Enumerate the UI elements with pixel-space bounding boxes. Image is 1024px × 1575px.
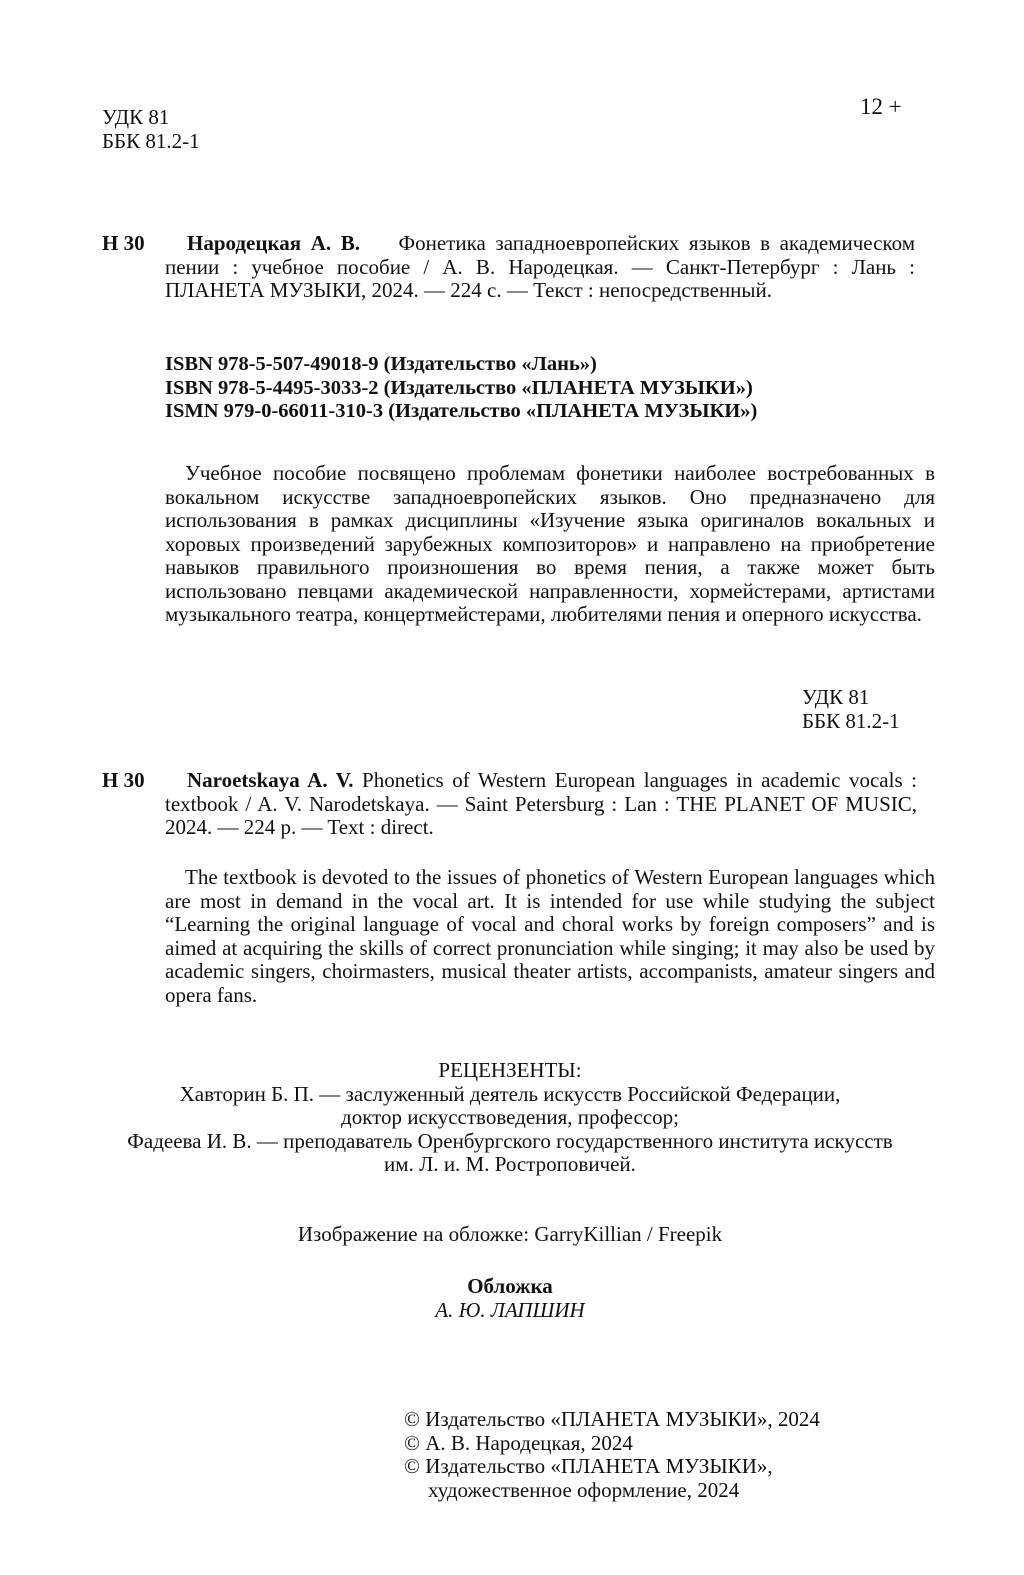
bbk-code: ББК 81.2-1 <box>102 128 200 153</box>
reviewers-heading: РЕЦЕНЗЕНТЫ: <box>438 1058 582 1082</box>
isbn-lan: ISBN 978-5-507-49018-9 (Издательство «Лань») <box>165 353 597 375</box>
isbn-block <box>165 353 925 424</box>
ismn-planet: ISMN 979-0-66011-310-3 (Издательство «ПЛАНЕТА МУЗЫКИ») <box>165 400 758 422</box>
author-name-ru: Народецкая А. В. <box>187 231 361 255</box>
reviewer-2-line-2: им. Л. и. М. Ростроповичей. <box>384 1152 636 1176</box>
cover-image-credit: Изображение на обложке: GarryKillian / Freepik <box>297 1222 723 1246</box>
annotation-en <box>165 866 935 1007</box>
annotation-ru-text: Учебное пособие посвящено проблемам фонетики наиболее востребованных в вокальном искусстве западноевропейских языков. Оно предназначено для использования в рамках дисциплины «Изучение языка оригиналов вокальных и хоровых произведений зарубежных композиторов» и направлено на приобретение навыков правильного произношения во время пения, а также может быть использовано певцами академической направленности, хормейстерами, артистами музыкального театра, концертмейстерами, любителями пения и оперного искусства. <box>165 461 935 626</box>
isbn-planet: ISBN 978-5-4495-3033-2 (Издательство «ПЛАНЕТА МУЗЫКИ») <box>165 376 753 399</box>
annotation-en-text: The textbook is devoted to the issues of phonetics of Western European languages which are most in demand in the vocal art. It is intended for use while studying the subject “Learning the original language of vocal and choral works by foreign composers” and is aimed at acquiring the skills of correct pronunciation while singing; it may also be used by academic singers, choirmasters, musical theater artists, accompanists, amateur singers and opera fans. <box>165 865 935 1007</box>
author-sign-en: Н 30 <box>102 768 145 792</box>
author-name-en: Naroetskaya A. V. <box>187 768 354 792</box>
reviewer-1-line-1: Хавторин Б. П. — заслуженный деятель искусств Российской Федерации, <box>179 1081 841 1106</box>
copyright-line-1: © Издательство «ПЛАНЕТА МУЗЫКИ», 2024 <box>404 1407 820 1431</box>
classification-codes-right <box>802 686 942 733</box>
bibliographic-entry-ru <box>165 232 915 303</box>
copyright-block <box>404 1408 844 1502</box>
copyright-line-4: художественное оформление, 2024 <box>428 1477 740 1502</box>
udk-code-right: УДК 81 <box>802 685 870 709</box>
copyright-line-2: © А. В. Народецкая, 2024 <box>404 1430 633 1455</box>
cover-author: А. Ю. ЛАПШИН <box>435 1297 585 1322</box>
reviewer-2-line-1: Фадеева И. В. — преподаватель Оренбургского государственного института искусств <box>127 1128 893 1153</box>
cover-label: Обложка <box>467 1274 553 1298</box>
udk-code: УДК 81 <box>102 105 170 129</box>
age-rating: 12 + <box>860 94 902 119</box>
entry-text-ru: Фонетика западноевропейских языков в академическом пении : учебное пособие / А. В. Народецкая. — Санкт-Петербург : Лань : ПЛАНЕТА МУЗЫКИ, 2024. — 224 с. — Текст : непосредственный. <box>165 231 915 302</box>
bibliographic-entry-en <box>165 769 917 840</box>
author-sign-ru: Н 30 <box>102 231 145 255</box>
reviewers-block <box>60 1059 960 1177</box>
annotation-ru <box>165 462 935 627</box>
entry-text-en: Phonetics of Western European languages in academic vocals : textbook / A. V. Narodetskaya. — Saint Petersburg : Lan : THE PLANET OF MUSIC, 2024. — 224 p. — Text : direct. <box>165 768 918 839</box>
classification-codes <box>102 106 322 153</box>
copyright-line-3: © Издательство «ПЛАНЕТА МУЗЫКИ», <box>404 1454 773 1478</box>
reviewer-1-line-2: доктор искусствоведения, профессор; <box>341 1105 679 1129</box>
cover-designer <box>60 1275 960 1322</box>
bbk-code-right: ББК 81.2-1 <box>802 708 900 733</box>
